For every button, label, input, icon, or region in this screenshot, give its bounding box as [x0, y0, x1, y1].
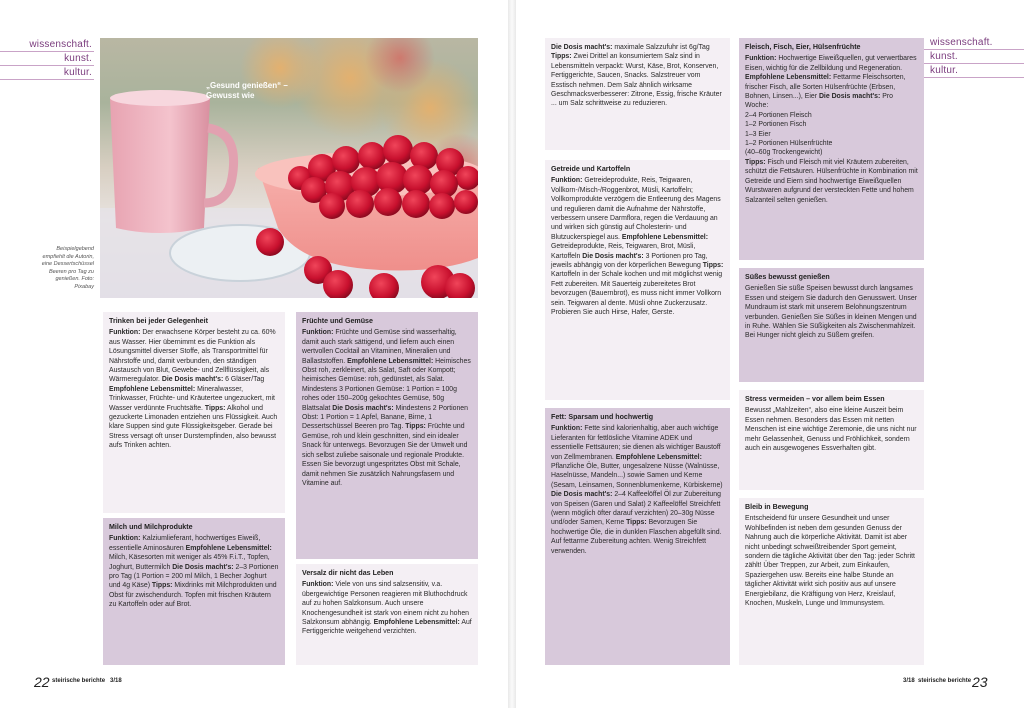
- box-title: Süßes bewusst genießen: [745, 273, 830, 281]
- box-title: Bleib in Bewegung: [745, 503, 809, 511]
- box-bewegung: [739, 498, 924, 665]
- label-tipps: Tipps:: [405, 423, 426, 431]
- photo-caption: „Gesund genießen“ – Gewusst wie: [206, 81, 288, 100]
- text-lebensmittel: Pflanzliche Öle, Butter, ungesalzene Nüsse (Walnüsse, Haselnüsse, Mandeln...) sowie Samen und Kerne (Sesam, Leinsamen, Sonnenblumenkerne, Kürbiskerne): [551, 463, 723, 489]
- label-lebensmittel: Empfohlene Lebensmittel:: [373, 619, 460, 627]
- box-body: [551, 424, 724, 556]
- dose-item: 1–2 Portionen Fisch: [745, 121, 807, 129]
- brand-label-right: [914, 36, 1024, 78]
- box-trinken: [103, 312, 285, 513]
- label-dosis: Die Dosis macht's:: [582, 252, 644, 260]
- box-title: Fleisch, Fisch, Eier, Hülsenfrüchte: [745, 43, 861, 51]
- box-title: Fett: Sparsam und hochwertig: [551, 413, 654, 421]
- box-getreide: [545, 160, 730, 400]
- label-lebensmittel: Empfohlene Lebensmittel:: [621, 233, 709, 241]
- label-funktion: Funktion:: [551, 177, 583, 185]
- label-lebensmittel: Empfohlene Lebensmittel:: [109, 385, 196, 393]
- text-lebensmittel: Getreideprodukte, Reis, Teigwaren, Brot, Müsli, Kartoffeln: [551, 243, 696, 260]
- box-title: Trinken bei jeder Gelegenheit: [109, 317, 208, 325]
- box-salz: [296, 564, 478, 665]
- text-dosis: 3 Portionen pro Tag, jeweils abhängig von der körperlichen Bewegung: [551, 252, 708, 270]
- box-title: Getreide und Kartoffeln: [551, 165, 631, 173]
- box-fett: [545, 408, 730, 665]
- text-tipps: Fisch und Fleisch mit viel Kräutern zubereiten, schützt die Fettsäuren. Hülsenfrüchte in Kombination mit Getreide und Eiern sind hochwertige Eiweißquellen Wurstwaren aufgrund der versteckten Fette und hohem Salzanteil selten genießen.: [745, 158, 918, 204]
- box-body: [551, 176, 724, 317]
- box-body: [551, 43, 724, 109]
- dose-item: 1–2 Portionen Hülsenfrüchte: [745, 140, 833, 148]
- box-salz-continued: [545, 38, 730, 150]
- text-tipps: Kartoffeln in der Schale kochen und mit möglichst wenig Fett zubereiten. Mit Sauerteig zubereitetes Brot bevorzugen (Bauernbrot), es muss nicht immer Vollkorn sein. Teigwaren al dente. Müsli ohne Zuckerzusatz. Probieren Sie auch Hirse, Hafer, Gerste.: [551, 271, 723, 317]
- text-lebensmittel: Heimisches Obst roh, zerkleinert, als Salat, Saft oder Kompott; heimisches Gemüse: roh, gedünstet, als Salat. Mindestens 3 Portionen Gemüse: 1 Portion = 100g rohes oder 150–200g gekochtes Gemüse, 50g Blattsalat: [302, 357, 471, 412]
- label-dosis: Die Dosis macht's:: [818, 93, 881, 101]
- text-lebensmittel: Milch, Käsesorten mit weniger als 45% F.i.T., Topfen, Joghurt, Buttermilch: [109, 554, 270, 571]
- box-title: Versalz dir nicht das Leben: [302, 569, 394, 577]
- box-body: Genießen Sie süße Speisen bewusst durch langsames Essen und steigern Sie dadurch den Genusswert. Unser Mundraum ist stark mit unserem Belohnungszentrum verbunden. Genießen Sie Süßes in kleinen Mengen und in Ruhe. Wählen Sie Süßigkeiten als Zwischenmahlzeit. Bei Hunger nicht gleich zu Süßem greifen.: [745, 285, 917, 340]
- box-milch: [103, 518, 285, 665]
- label-lebensmittel: Empfohlene Lebensmittel:: [745, 74, 832, 82]
- text-funktion: Der erwachsene Körper besteht zu ca. 60% aus Wasser. Hier übernimmt es die Funktion als Lösungsmittel diverser Stoffe, als Transportmittel für Nährstoffe und, damit verbunden, den ständigen Austausch von Blut, Gewebe- und Zellflüssigkeit, als Wärmeregulator.: [109, 329, 276, 384]
- box-body: Bewusst „Mahlzeiten“, also eine kleine Auszeit beim Essen nehmen. Besonders das Essen mit netten Menschen ist eine wichtige Zeremonie, die uns nicht nur mehr Gelassenheit, Genuss und Fröhlichkeit, sondern auch ein ausgewogenes Essverhalten gibt.: [745, 407, 917, 453]
- text-funktion: Kalziumlieferant, hochwertiges Eiweiß, essentielle Aminosäuren: [109, 535, 261, 552]
- box-stress: [739, 390, 924, 490]
- box-fleisch: [739, 38, 924, 260]
- text-dosis: maximale Salzzufuhr ist 6g/Tag: [614, 44, 710, 51]
- box-body: [745, 54, 918, 110]
- label-dosis: Die Dosis macht's:: [172, 563, 234, 571]
- text-funktion: Früchte und Gemüse sind wasserhaltig, damit auch stark sättigend, und liefern auch einen wertvollen Cocktail an Vitaminen, Mineralien und Ballaststoffen.: [302, 329, 457, 365]
- label-funktion: Funktion:: [302, 329, 334, 337]
- brand-label-left: [0, 38, 94, 80]
- text-funktion: Hochwertige Eiweißquellen, gut verwertbares Eisen, wichtig für die Zellbildung und Regeneration.: [745, 55, 917, 72]
- box-title: Milch und Milchprodukte: [109, 523, 193, 531]
- text-dosis: 2–4 Kaffeelöffel Öl zur Zubereitung von Speisen (Garen und Salat) 2 Kaffeelöffel Streichfett (wenn möglich öfter darauf verzichten) 20–30g Nüsse und/oder Samen, Kerne: [551, 491, 721, 527]
- brand-line-3: kultur.: [0, 66, 94, 80]
- box-obst: [296, 312, 478, 559]
- issue-left: 3/18: [110, 678, 122, 684]
- label-lebensmittel: Empfohlene Lebensmittel:: [185, 544, 272, 552]
- label-funktion: Funktion:: [109, 535, 141, 543]
- box-body: [109, 328, 279, 450]
- text-tipps: Mixdrinks mit Milchprodukten und Obst für zwischendurch. Topfen mit frischen Kräutern zu Kartoffeln oder auf Brot.: [109, 582, 277, 609]
- label-lebensmittel: Empfohlene Lebensmittel:: [347, 357, 434, 365]
- page-gutter: [508, 0, 516, 708]
- brand-line-2: kunst.: [0, 52, 94, 66]
- text-funktion: Getreideprodukte, Reis, Teigwaren, Vollkorn-/Misch-/Roggenbrot, Müsli, Kartoffeln; Vollkornprodukte verzögern die Entleerung des Magens und regulieren damit die Aufnahme der Nährstoffe, verbessern unsere Darmflora, regen die Verdauung an und wirken sich günstig auf Cholesterin- und Blutzuckerspiegel aus.: [551, 177, 721, 241]
- label-tipps: Tipps:: [204, 404, 226, 412]
- box-tipps: [745, 158, 918, 205]
- dose-item: 2–4 Portionen Fleisch: [745, 111, 812, 119]
- text-dosis: 6 Gläser/Tag: [225, 376, 265, 384]
- label-funktion: Funktion:: [302, 581, 334, 589]
- box-body: [302, 328, 472, 488]
- box-suess: [739, 268, 924, 382]
- page-number-right: 23: [972, 674, 988, 690]
- label-funktion: Funktion:: [109, 329, 141, 337]
- label-funktion: Funktion:: [551, 425, 583, 433]
- brand-line-3: kultur.: [914, 64, 1024, 78]
- magazine-name-right: steirische berichte: [918, 678, 972, 684]
- label-tipps: Tipps:: [745, 158, 766, 166]
- text-tipps: Bevorzugen Sie hochwertige Öle, die in dunklen Flaschen abgefüllt sind. Auf fettarme Zubereitung achten. Wenig Streichfett verwenden.: [551, 519, 722, 555]
- issue-right: 3/18: [903, 678, 915, 684]
- label-tipps: Tipps:: [626, 519, 647, 527]
- brand-line-2: kunst.: [914, 50, 1024, 64]
- text-tipps: Zwei Drittel an konsumiertem Salz sind in Lebensmitteln verpackt: Wurst, Käse, Brot, Konserven, Fertiggerichte, Saucen, Snacks. Salzstreuer vom Esstisch nehmen. Dem Salz ähnlich wirksame Geschmacksverbesserer: Zitrone, Essig, frische Kräuter ... um Salz schrittweise zu reduzieren.: [551, 53, 722, 108]
- label-dosis: Die Dosis macht's:: [332, 404, 394, 412]
- text-lebensmittel: Fettarme Fleischsorten, frischer Fisch, alle Sorten Hülsenfrüchte (Erbsen, Bohnen, Linsen...), Eier: [745, 74, 906, 101]
- box-body: Entscheidend für unsere Gesundheit und unser Wohlbefinden ist neben dem gesunden Genuss der Nahrung auch die körperliche Aktivität. Damit ist aber nicht unbedingt schweißtreibender Sport gemeint, sondern die tägliche Aktivität über den Tag: jeder Schritt zählt! Über Treppen, zur Arbeit, zum Einkaufen, Spaziergehen usw. Bereits eine halbe Stunde an täglicher Aktivität wirkt sich positiv aus auf unsere Energiebilanz, die Kräftigung von Herz, Kreislauf, Knochen, Muskeln, Lunge und Immunsystem.: [745, 515, 915, 608]
- label-tipps: Tipps:: [551, 53, 572, 61]
- text-tipps: Alkohol und gezuckerte Limonaden entziehen uns Flüssigkeit. Auch klare Suppen sind gute Flüssigkeitsgeber. Gerade bei Stress versagt oft unser Durstempfinden, also bewusst aufs Trinken achten.: [109, 404, 278, 450]
- photo-side-caption: Beispielgebend empfiehlt die Autorin, eine Dessertschüssel Beeren pro Tag zu genießen. Foto: Pixabay: [41, 246, 94, 290]
- text-funktion: Viele von uns sind salzsensitiv, v.a. übergewichtige Personen reagieren mit Bluthochdruck auf zu hohen Salzkonsum. Auch unsere Knochengesundheit ist stark von einem nicht zu hohen Salzkonsum abhängig.: [302, 581, 470, 627]
- text-dosis: Pro Woche:: [745, 93, 893, 110]
- text-lebensmittel: Mineralwasser, Trinkwasser, Früchte- und Kräutertee ungezuckert, mit Wasser verdünnte Fruchtsäfte.: [109, 385, 275, 412]
- dose-item: (40–60g Trockengewicht): [745, 149, 823, 157]
- box-body: [109, 534, 279, 609]
- brand-line-1: wissenschaft.: [0, 38, 94, 52]
- dose-item: 1–3 Eier: [745, 130, 771, 138]
- label-tipps: Tipps:: [702, 262, 724, 270]
- label-dosis: Die Dosis macht's:: [161, 376, 224, 384]
- box-title: Früchte und Gemüse: [302, 317, 373, 325]
- label-funktion: Funktion:: [745, 55, 777, 63]
- box-body: [302, 580, 472, 636]
- text-lebensmittel: Auf Fertiggerichte weitgehend verzichten.: [302, 619, 472, 636]
- text-dosis: 2–3 Portionen pro Tag (1 Portion = 200 ml Milch, 1 Becher Joghurt und 4g Käse): [109, 563, 279, 590]
- text-dosis: Mindestens 2 Portionen Obst: 1 Portion = 1 Apfel, Banane, Birne, 1 Dessertschüssel Beeren pro Tag.: [302, 404, 468, 431]
- page-number-left: 22: [34, 674, 50, 690]
- magazine-name-left: steirische berichte: [52, 678, 106, 684]
- text-tipps: Früchte und Gemüse, roh und klein geschnitten, sind ein idealer Snack für unterwegs. Bevorzugen Sie der Umwelt und sich selbst zuliebe saisonale und regionale Produkte. Essen Sie bevorzugt ungespritztes Obst mit Schale, damit nehmen Sie zusätzlich Nahrungsfasern und Vitamine auf.: [302, 423, 468, 487]
- label-dosis: Die Dosis macht's:: [551, 44, 613, 51]
- raspberry-photo: [100, 38, 478, 298]
- dose-list: [745, 111, 918, 158]
- raspberry-illustration: [100, 38, 478, 298]
- brand-line-1: wissenschaft.: [914, 36, 1024, 50]
- box-title: Stress vermeiden – vor allem beim Essen: [745, 395, 885, 403]
- label-tipps: Tipps:: [151, 582, 173, 590]
- label-lebensmittel: Empfohlene Lebensmittel:: [615, 453, 702, 461]
- label-dosis: Die Dosis macht's:: [551, 491, 613, 499]
- text-funktion: Fette sind kalorienhaltig, aber auch wichtige Lieferanten für fettlösliche Vitamine ADEK und essentielle Fettsäuren; sie dienen als wichtiger Baustoff von Zellmembranen.: [551, 425, 721, 461]
